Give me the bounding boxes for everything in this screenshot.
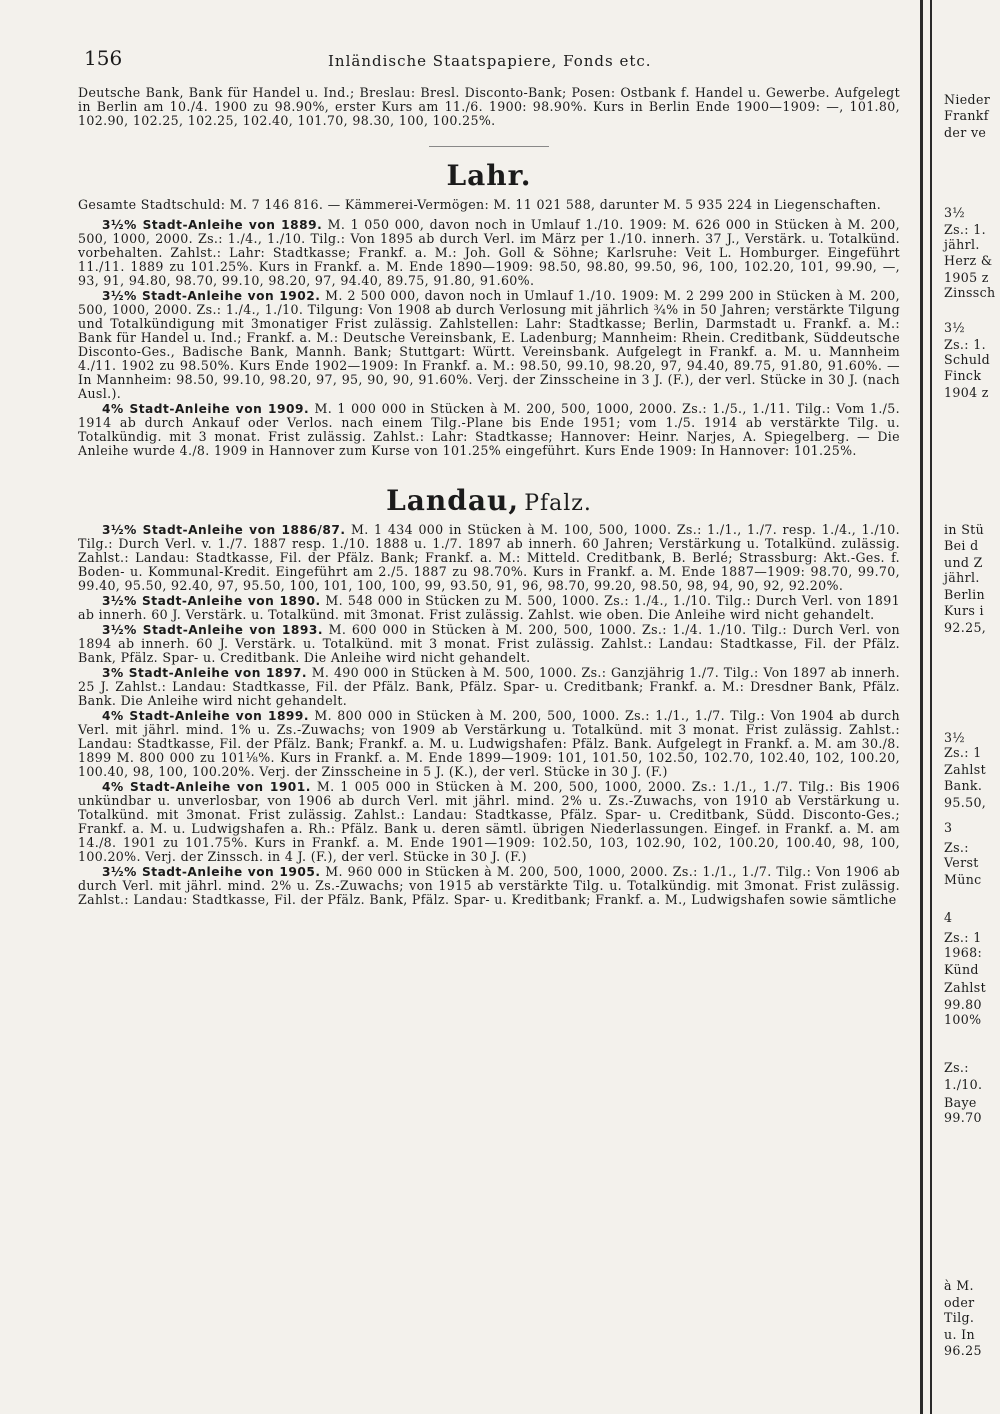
section-divider (429, 146, 549, 147)
adjacent-text-fragment: Bei d (944, 538, 979, 553)
adjacent-text-fragment: Verst (944, 855, 979, 870)
bond-entry (78, 523, 900, 593)
bond-entry (78, 289, 900, 401)
city-name: Lahr. (446, 159, 532, 192)
adjacent-text-fragment: Zahlst (944, 762, 987, 777)
bond-details: M. 1 050 000, davon noch in Umlauf 1./10. 1909: M. 626 000 in Stücken à M. 200, 500, 1000, 2000. Zs.: 1./4., 1./10. Tilg.: Von 1895 ab durch Verl. im März per 1./10. innerh. 37 J., Verstärk. u. Totalkünd. vorbehalten. Zahlst.: Lahr: Stadtkasse; Frankf. a. M.: Joh. Goll & Söhne; Karlsruhe: Veit L. Homburger. Eingeführt 11./11. 1889 zu 101.25%. Kurs in Frankf. a. M. Ende 1890—1909: 98.50, 98.80, 99.50, 96, 100, 102.20, 101, 99.90, —, 93, 91, 94.80, 98.70, 99.10, 98.20, 97, 94.40, 89.75, 91.80, 91.60%. (78, 217, 900, 288)
adjacent-text-fragment: Zs.: 1 (944, 745, 982, 760)
adjacent-text-fragment: Zinssch (944, 285, 996, 300)
adjacent-text-fragment: 99.70 (944, 1110, 982, 1125)
bond-details: M. 490 000 in Stücken à M. 500, 1000. Zs.: Ganzjährig 1./7. Tilg.: Von 1897 ab innerh. 25 J. Zahlst.: Landau: Stadtkasse, Fil. der Pfälz. Bank, Pfälz. Spar- u. Creditbank; Frankf. a. M.: Dresdner Bank, Pfälz. Bank. Die Anleihe wird nicht gehandelt. (78, 665, 900, 708)
bond-title: 4% Stadt-Anleihe von 1901. (102, 780, 311, 794)
bond-entry (78, 594, 900, 622)
bond-details: M. 548 000 in Stücken zu M. 500, 1000. Zs.: 1./4., 1./10. Tilg.: Durch Verl. von 1891 ab innerh. 60 J. Verstärk. u. Totalkünd. mit 3monat. Frist zulässig. Zahlst. wie oben. Die Anleihe wird nicht gehandelt. (78, 593, 900, 622)
adjacent-text-fragment: Bank. (944, 778, 983, 793)
adjacent-text-fragment: 100% (944, 1012, 982, 1027)
bond-entry (78, 218, 900, 288)
adjacent-text-fragment: Schuld (944, 352, 991, 367)
running-head: Inländische Staatspapiere, Fonds etc. (328, 52, 652, 70)
bond-title: 3½% Stadt-Anleihe von 1889. (102, 218, 323, 232)
adjacent-text-fragment: 3 (944, 820, 953, 835)
city-heading-lahr (78, 159, 900, 192)
adjacent-text-fragment: 1./10. (944, 1077, 983, 1092)
city-subtitle: Pfalz. (524, 491, 592, 516)
lahr-entries (78, 218, 900, 458)
adjacent-text-fragment: Tilg. (944, 1310, 975, 1325)
adjacent-page-column (942, 0, 1000, 1414)
adjacent-text-fragment: oder (944, 1295, 975, 1310)
bond-entry (78, 402, 900, 458)
adjacent-text-fragment: Zs.: 1. (944, 337, 986, 352)
adjacent-text-fragment: Zs.: (944, 1060, 969, 1075)
main-column (78, 46, 900, 908)
city-name: Landau, (386, 484, 520, 517)
adjacent-text-fragment: jährl. (944, 570, 980, 585)
bond-entry (78, 666, 900, 708)
column-rule (930, 0, 932, 1414)
bond-entry (78, 780, 900, 864)
bond-title: 4% Stadt-Anleihe von 1899. (102, 709, 310, 723)
adjacent-text-fragment: 3½ (944, 320, 965, 335)
bond-entry (78, 623, 900, 665)
bond-details: M. 960 000 in Stücken à M. 200, 500, 1000, 2000. Zs.: 1./1., 1./7. Tilg.: Von 1906 ab durch Verl. mit jährl. mind. 2% u. Zs.-Zuwachs; von 1915 ab verstärkte Tilg. u. Totalkündig. mit 3monat. Frist zulässig. Zahlst.: Landau: Stadtkasse, Fil. der Pfälz. Bank, Pfälz. Spar- u. Kreditbank; Frankf. a. M., Ludwigshafen sowie sämtliche (78, 864, 900, 907)
bond-title: 3½% Stadt-Anleihe von 1886/87. (102, 523, 346, 537)
adjacent-text-fragment: Zs.: 1 (944, 930, 982, 945)
column-rule (920, 0, 923, 1414)
city-heading-landau (78, 484, 900, 517)
bond-details: M. 600 000 in Stücken à M. 200, 500, 1000. Zs.: 1./4. 1./10. Tilg.: Durch Verl. von 1894 ab innerh. 60 J. Verstärk. u. Totalkünd. mit 3 monat. Frist zulässig. Zahlst.: Landau: Stadtkasse, Fil. der Pfälz. Bank, Pfälz. Spar- u. Creditbank. Die Anleihe wird nicht gehandelt. (78, 622, 900, 665)
bond-entry (78, 709, 900, 779)
bond-title: 3½% Stadt-Anleihe von 1902. (102, 289, 321, 303)
adjacent-text-fragment: 96.25 (944, 1343, 982, 1358)
adjacent-text-fragment: 99.80 (944, 997, 982, 1012)
page-number: 156 (84, 46, 123, 70)
bond-title: 3% Stadt-Anleihe von 1897. (102, 666, 308, 680)
landau-entries (78, 523, 900, 907)
adjacent-text-fragment: 1904 z (944, 385, 989, 400)
bond-title: 3½% Stadt-Anleihe von 1893. (102, 623, 323, 637)
adjacent-text-fragment: Nieder (944, 92, 991, 107)
adjacent-text-fragment: Künd (944, 962, 979, 977)
adjacent-text-fragment: Münc (944, 872, 982, 887)
adjacent-text-fragment: 3½ (944, 205, 965, 220)
page-header (78, 46, 900, 86)
adjacent-text-fragment: in Stü (944, 522, 985, 537)
bond-title: 3½% Stadt-Anleihe von 1890. (102, 594, 321, 608)
adjacent-text-fragment: Herz & (944, 253, 993, 268)
adjacent-text-fragment: 1968: (944, 945, 983, 960)
adjacent-text-fragment: und Z (944, 555, 983, 570)
adjacent-text-fragment: Kurs i (944, 603, 984, 618)
adjacent-text-fragment: der ve (944, 125, 987, 140)
adjacent-text-fragment: 3½ (944, 730, 965, 745)
intro-paragraph: Deutsche Bank, Bank für Handel u. Ind.; Breslau: Bresl. Disconto-Bank; Posen: Ostbank f. Handel u. Gewerbe. Aufgelegt in Berlin am 10./4. 1900 zu 98.90%, erster Kurs am 11./6. 1900: 98.90%. Kurs in Berlin Ende 1900—1909: —, 101.80, 102.90, 102.25, 102.25, 102.40, 101.70, 98.30, 100, 100.25%. (78, 85, 900, 128)
bond-details: M. 1 434 000 in Stücken à M. 100, 500, 1000. Zs.: 1./1., 1./7. resp. 1./4., 1./10. Tilg.: Durch Verl. v. 1./7. 1887 resp. 1./10. 1888 u. 1./7. 1897 ab innerh. 60 Jahren; Verstärkung u. Totalkünd. zulässig. Zahlst.: Landau: Stadtkasse, Fil. der Pfälz. Bank; Frankf. a. M.: Mitteld. Creditbank, B. Berlé; Strassburg: Akt.-Ges. f. Boden- u. Kommunal-Kredit. Eingeführt am 2./5. 1887 zu 98.70%. Kurs in Frankf. a. M. Ende 1887—1909: 98.70, 99.70, 99.40, 95.50, 92.40, 97, 95.50, 100, 101, 100, 100, 99, 93.50, 91, 96, 98.70, 99.20, 98.50, 98, 94, 90, 92, 92.20%. (78, 522, 900, 593)
adjacent-text-fragment: 95.50, (944, 795, 987, 810)
adjacent-text-fragment: Zahlst (944, 980, 987, 995)
adjacent-text-fragment: 1905 z (944, 270, 989, 285)
bond-details: M. 2 500 000, davon noch in Umlauf 1./10. 1909: M. 2 299 200 in Stücken à M. 200, 500, 1000, 2000. Zs.: 1./4., 1./10. Tilgung: Von 1908 ab durch Verlosung mit jährlich ¾% in 50 Jahren; verstärkte Tilgung und Totalkündigung mit 3monatiger Frist zulässig. Zahlstellen: Lahr: Stadtkasse; Berlin, Darmstadt u. Frankf. a. M.: Bank für Handel u. Ind.; Frankf. a. M.: Deutsche Vereinsbank, E. Ladenburg; Mannheim: Rhein. Creditbank, Süddeutsche Disconto-Ges., Badische Bank, Mannh. Bank; Stuttgart: Württ. Vereinsbank. Aufgelegt in Frankf. a. M. u. Mannheim 4./11. 1902 zu 98.50%. Kurs Ende 1902—1909: In Frankf. a. M.: 98.50, 99.10, 98.20, 97, 94.40, 89.75, 91.80, 91.60%. — In Mannheim: 98.50, 99.10, 98.20, 97, 95, 90, 90, 91.60%. Verj. der Zinsscheine in 3 J. (F.), der verl. Stücke in 30 J. (nach Ausl.). (78, 288, 900, 401)
bond-title: 4% Stadt-Anleihe von 1909. (102, 402, 310, 416)
bond-entry (78, 865, 900, 907)
bond-details: M. 800 000 in Stücken à M. 200, 500, 1000. Zs.: 1./1., 1./7. Tilg.: Von 1904 ab durch Verl. mit jährl. mind. 1% u. Zs.-Zuwachs; von 1909 ab Verstärkung u. Totalkünd. mit 3 monat. Frist zulässig. Zahlst.: Landau: Stadtkasse, Fil. der Pfälz. Bank; Frankf. a. M. u. Ludwigshafen: Pfälz. Bank. Aufgelegt in Frankf. a. M. am 30./8. 1899 M. 800 000 zu 101⅛%. Kurs in Frankf. a. M. Ende 1899—1909: 101, 101.50, 102.50, 102.70, 102.40, 102, 100.20, 100.40, 98, 100, 100.20%. Verj. der Zinsscheine in 5 J. (K.), der verl. Stücke in 30 J. (F.) (78, 708, 900, 779)
bond-details: M. 1 000 000 in Stücken à M. 200, 500, 1000, 2000. Zs.: 1./5., 1./11. Tilg.: Vom 1./5. 1914 ab durch Ankauf oder Verlos. nach einem Tilg.-Plane bis Ende 1951; vom 1./5. 1914 ab verstärkte Tilg. u. Totalkündig. mit 3 monat. Frist zulässig. Zahlst.: Lahr: Stadtkasse; Hannover: Heinr. Narjes, A. Spiegelberg. — Die Anleihe wurde 4./8. 1909 in Hannover zum Kurse von 101.25% eingeführt. Kurs Ende 1909: In Hannover: 101.25%. (78, 401, 900, 458)
bond-details: M. 1 005 000 in Stücken à M. 200, 500, 1000, 2000. Zs.: 1./1., 1./7. Tilg.: Bis 1906 unkündbar u. unverlosbar, von 1906 ab durch Verl. mit jährl. mind. 2% u. Zs.-Zuwachs, von 1910 ab Verstärkung u. Totalkünd. mit 3monat. Frist zulässig. Zahlst.: Landau: Stadtkasse, Pfälz. Spar- u. Creditbank, Südd. Disconto-Ges.; Frankf. a. M. u. Ludwigshafen a. Rh.: Pfälz. Bank u. deren sämtl. übrigen Niederlassungen. Eingef. in Frankf. a. M. am 14./8. 1901 zu 101.75%. Kurs in Frankf. a. M. Ende 1901—1909: 102.50, 103, 102.90, 102, 100.20, 100.40, 98, 100, 100.20%. Verj. der Zinssch. in 4 J. (F.), der verl. Stücke in 30 J. (F.) (78, 779, 900, 864)
adjacent-text-fragment: Zs.: 1. (944, 222, 986, 237)
adjacent-text-fragment: jährl. (944, 237, 980, 252)
adjacent-text-fragment: Berlin (944, 587, 985, 602)
adjacent-text-fragment: 4 (944, 910, 953, 925)
adjacent-text-fragment: Zs.: (944, 840, 969, 855)
adjacent-text-fragment: Frankf (944, 108, 989, 123)
adjacent-text-fragment: Baye (944, 1095, 977, 1110)
adjacent-text-fragment: 92.25, (944, 620, 987, 635)
city-summary: Gesamte Stadtschuld: M. 7 146 816. — Kämmerei-Vermögen: M. 11 021 588, darunter M. 5 935 224 in Liegenschaften. (78, 197, 882, 212)
bond-title: 3½% Stadt-Anleihe von 1905. (102, 865, 321, 879)
adjacent-text-fragment: u. In (944, 1327, 975, 1342)
adjacent-text-fragment: à M. (944, 1278, 974, 1293)
adjacent-text-fragment: Finck (944, 368, 982, 383)
